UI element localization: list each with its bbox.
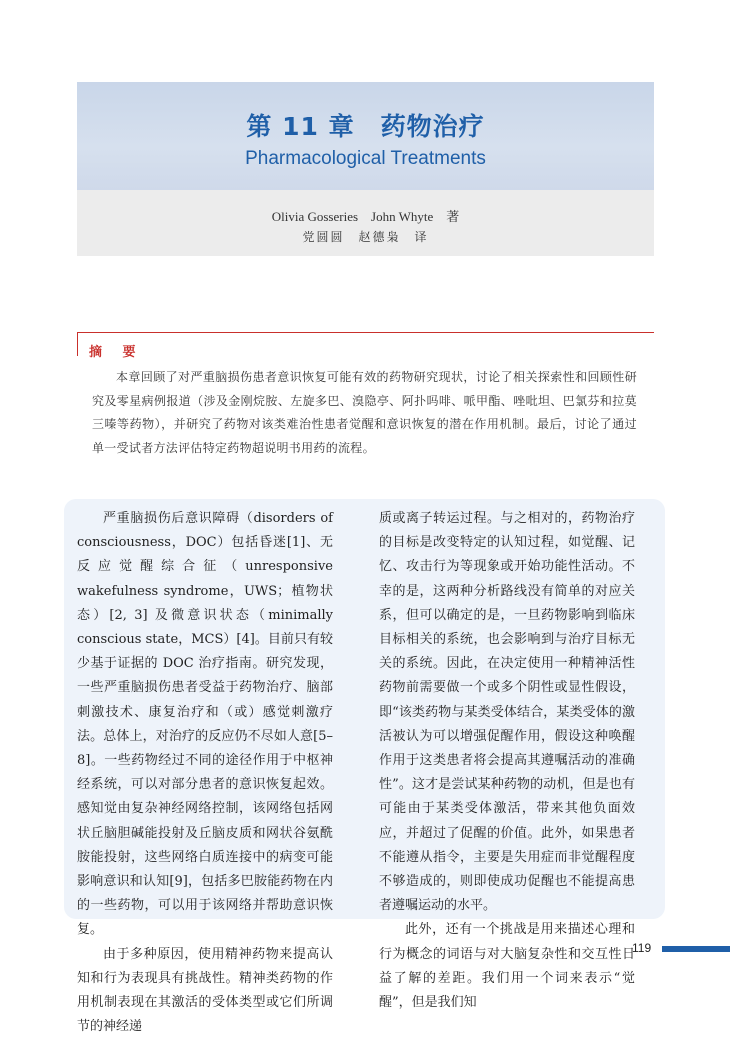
page-number-bar [662, 946, 730, 952]
abstract-heading: 摘 要 [89, 345, 144, 360]
authors-box [77, 190, 654, 256]
paragraph: 质或离子转运过程。与之相对的，药物治疗的目标是改变特定的认知过程，如觉醒、记忆、攻击行为等现象或开始功能性活动。不幸的是，这两种分析路线没有简单的对应关系，但可以确定的是，一旦药物影响到临床目标相关的系统，也会影响到与治疗目标无关的系统。因此，在决定使用一种精神活性药物前需要做一个或多个阴性或显性假设，即“该类药物与某类受体结合，某类受体的激活被认为可以增强促醒作用，假设这种唤醒作用于这类患者将会提高其遵嘱活动的准确性”。这才是尝试某种药物的动机，但是也有可能由于某类受体激活，带来其他负面效应，并超过了促醒的价值。此外，如果患者不能遵从指令，主要是失用症而非觉醒程度不够造成的，则即使成功促醒也不能提高患者遵嘱运动的水平。 [379, 511, 635, 914]
abstract-left-rule [77, 332, 78, 356]
abstract-text: 本章回顾了对严重脑损伤患者意识恢复可能有效的药物研究现状，讨论了相关探索性和回顾性研究及零星病例报道（涉及金刚烷胺、左旋多巴、溴隐亭、阿扑吗啡、哌甲酯、唑吡坦、巴氯芬和拉莫三嗪等药物），并研究了药物对该类难治性患者觉醒和意识恢复的潜在作用机制。最后，讨论了通过单一受试者方法评估特定药物超说明书用药的流程。 [92, 370, 637, 455]
translators-line: 党圆圆 赵德枭 译 [302, 230, 429, 244]
authors-line: Olivia Gosseries John Whyte 著 [271, 209, 460, 224]
body-column-right [379, 507, 635, 1015]
chapter-title-english: Pharmacological Treatments [245, 148, 486, 169]
paragraph: 由于多种原因，使用精神药物来提高认知和行为表现具有挑战性。精神类药物的作用机制表现在其激活的受体类型或它们所调节的神经递 [77, 946, 333, 1035]
paragraph: 此外，还有一个挑战是用来描述心理和行为概念的词语与对大脑复杂性和交互性日益了解的差距。我们用一个词来表示“觉醒”，但是我们知 [379, 922, 635, 1011]
abstract-rule [77, 332, 654, 333]
body-column-left [77, 507, 333, 1039]
chapter-banner [77, 82, 654, 190]
chapter-title: 第 11 章 药物治疗 [246, 112, 485, 141]
paragraph: 严重脑损伤后意识障碍（disorders of consciousness，DOC）包括昏迷[1]、无反应觉醒综合征（unresponsive wakefulness syndrome，UWS；植物状态）[2, 3] 及微意识状态（minimally conscious state，MCS）[4]。目前只有较少基于证据的 DOC 治疗指南。研究发现，一些严重脑损伤患者受益于药物治疗、脑部刺激技术、康复治疗和（或）感觉刺激疗法。总体上，对治疗的反应仍不尽如人意[5–8]。一些药物经过不同的途径作用于中枢神经系统，可以对部分患者的意识恢复起效。感知觉由复杂神经网络控制，该网络包括网状丘脑胆碱能投射及丘脑皮质和网状谷氨酰胺能投射，这些网络白质连接中的病变可能影响意识和认知[9]，包括多巴胺能药物在内的一些药物，可以用于该网络并帮助意识恢复。 [77, 511, 333, 938]
page-number: 119 [632, 941, 652, 955]
